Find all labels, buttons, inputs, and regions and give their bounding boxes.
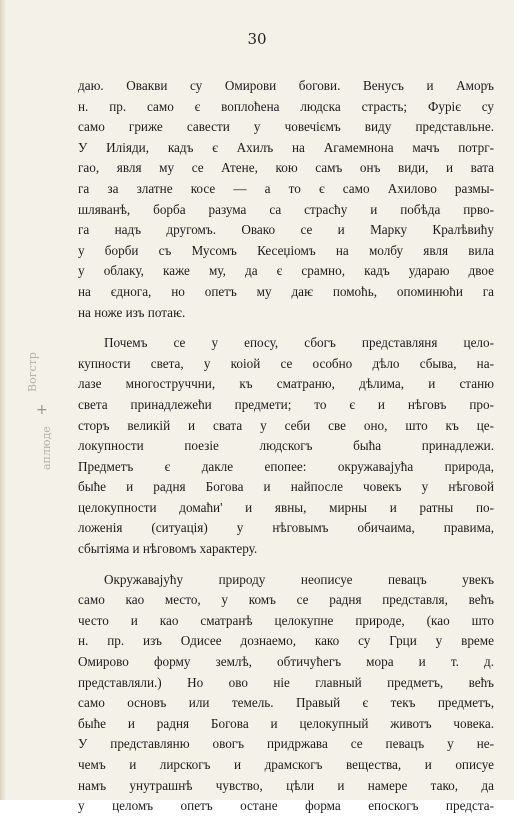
- text-line: Почемъ се у епосу, сбогъ представляня цело-: [104, 335, 494, 351]
- text-line: у борби съ Мусомъ Кесеџіомъ на молбу явля вила: [78, 242, 494, 258]
- text-line: У представляню овогъ придржава се певацъ у не-: [78, 736, 494, 752]
- text-line: га надъ другомъ. Овако се и Марку Кралѣвићу: [78, 222, 494, 238]
- paragraph-3: [78, 570, 494, 817]
- text-line: быће и радня Богова и целокупный животъ човека.: [78, 715, 494, 731]
- page-number: 30: [247, 30, 267, 48]
- text-line: ложенія (ситуація) у нѣговымъ обичаима, правима,: [78, 520, 494, 536]
- body-text: [78, 76, 494, 817]
- text-line: У Иліяди, кадъ є Ахилъ на Агамемнона мачъ потрг-: [78, 139, 494, 155]
- text-line: целокупности домаћи' и явны, мирны и ратны по-: [78, 499, 494, 515]
- text-line: света принадлежећи предмети; то є и нѣговъ про-: [78, 396, 494, 412]
- text-line: быће и радня Богова и найпосле човекъ у нѣговой: [78, 479, 494, 495]
- text-line: у целомъ опетъ остане форма епоскогъ предста-: [78, 798, 494, 814]
- paragraph-1: [78, 76, 494, 323]
- text-line: само основъ или темель. Правый є текъ предметъ,: [78, 695, 494, 711]
- text-line: представляли.) Но ово ніе главный предметъ, већъ: [78, 674, 494, 690]
- text-line: чемъ и лирскогъ и драмскогъ вещества, и описуе: [78, 757, 494, 772]
- margin-note-pencil-2: аплюде: [40, 426, 53, 470]
- text-line: шляванѣ, борба разума са страсћу и побѣда прво-: [78, 201, 494, 217]
- text-line: н. пр. изъ Одисее дознаемо, како су Грци у време: [78, 633, 494, 649]
- text-line: у облаку, каже му, да є срамно, кадъ удараю двое: [78, 263, 494, 279]
- text-line: често и као сматранѣ целокупне природе, (као што: [78, 612, 494, 628]
- text-line: само као место, у комъ се радня представля, већъ: [78, 592, 494, 608]
- text-line: на ноже изъ потаѥ.: [78, 304, 186, 320]
- page-edge-shadow: [0, 0, 6, 800]
- text-line: сбытіяма и нѣговомъ характеру.: [78, 541, 258, 557]
- text-line: даю. Овакви су Омирови богови. Венусъ и Аморъ: [78, 78, 494, 93]
- text-line: купности света, у коіой се особно дѣло сбыва, на-: [78, 355, 494, 371]
- text-line: Окружавајућу природу неописуе певацъ увекъ: [104, 571, 494, 587]
- text-line: га за златне косе — а то є само Ахилово размы-: [78, 180, 494, 196]
- text-line: Омирово форму землѣ, обтичућегъ мора и т. д.: [78, 654, 494, 670]
- paragraph-2: [78, 333, 494, 560]
- margin-note-pencil: Вогстр: [26, 352, 39, 392]
- text-line: само гриже савести у човечіємъ виду представльне.: [78, 119, 494, 135]
- text-line: Предметъ є дакле епопее: окружавајућа природа,: [78, 458, 494, 474]
- text-line: локупности поезіе людскогъ быћа принадлежи.: [78, 438, 494, 454]
- text-line: н. пр. само є воплоћена людска страсть; Фуріє су: [78, 98, 494, 114]
- margin-cross-mark: +: [36, 402, 48, 418]
- text-line: гао, явля му се Атене, кою самъ онъ види, и вата: [78, 160, 494, 176]
- text-line: лазе многоструччни, къ сматраню, дѣлима, и станю: [78, 376, 494, 392]
- text-line: на єдногa, но опетъ му даѥ помоћь, опоминюћи га: [78, 283, 494, 299]
- text-line: сторъ великій и свата у себи све оно, што къ це-: [78, 417, 494, 433]
- text-line: намъ унутрашнѣ чувство, цѣли и намере тако, да: [78, 777, 494, 793]
